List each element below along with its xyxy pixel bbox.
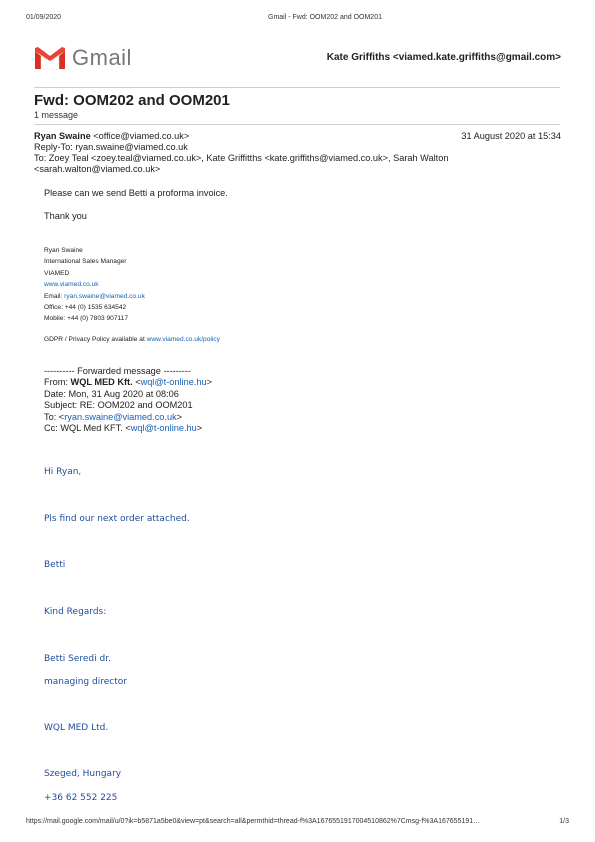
signature-email-link[interactable]: ryan.swaine@viamed.co.uk [64,292,145,300]
forwarded-separator: ---------- Forwarded message --------- [44,366,191,376]
forwarded-cc: Cc: WQL Med KFT. <wql@t-online.hu> [44,423,203,434]
account-label: Kate Griffiths <viamed.kate.griffiths@gmail.com> [326,52,561,63]
forwarded-cc-email[interactable]: wql@t-online.hu [130,423,197,434]
quoted-line-1: Pls find our next order attached. [44,514,190,524]
forwarded-to-label: To: < [44,411,65,422]
to-line-2: <sarah.walton@viamed.co.uk> [34,164,161,174]
forwarded-from-name: WQL MED Kft. [70,377,133,388]
signature-name: Ryan Swaine [44,247,83,254]
forwarded-to-email[interactable]: ryan.swaine@viamed.co.uk [64,411,177,422]
sender-email: <office@viamed.co.uk> [93,131,190,141]
signature [44,245,145,325]
forwarded-block [44,366,212,434]
gmail-logo [34,45,130,71]
gdpr-line [44,334,220,345]
sender-name: Ryan Swaine [34,131,91,141]
quoted-phone: +36 62 552 225 [44,793,118,803]
print-footer-page: 1/3 [559,818,569,825]
body-line-1: Please can we send Betti a proforma invoice. [44,188,228,198]
body-line-2: Thank you [44,211,87,221]
gmail-wordmark: Gmail [72,45,132,70]
reply-to-line: Reply-To: ryan.swaine@viamed.co.uk [34,142,188,152]
gdpr-link[interactable]: www.viamed.co.uk/policy [146,336,220,343]
signature-company: VIAMED [44,269,70,277]
message-date: 31 August 2020 at 15:34 [461,131,561,141]
divider-top [34,87,560,88]
quoted-company: WQL MED Ltd. [44,723,109,733]
forwarded-subject: Subject: RE: OOM202 and OOM201 [44,400,193,411]
quoted-greeting: Hi Ryan, [44,467,82,477]
to-line-1: To: Zoey Teal <zoey.teal@viamed.co.uk>, Kate Griffitths <kate.griffiths@viamed.co.uk>, Sarah Walton [34,153,449,163]
print-footer-url: https://mail.google.com/mail/u/0?ik=b5871a5be0&view=pt&search=all&permthid=thread-f%3A1676551917004510862%7Cmsg-f%3A167655191… [26,818,481,825]
print-title: Gmail - Fwd: OOM202 and OOM201 [268,14,382,21]
forwarded-date: Date: Mon, 31 Aug 2020 at 08:06 [44,388,179,399]
gdpr-label: GDPR / Privacy Policy available at [44,336,147,343]
quoted-city: Szeged, Hungary [44,769,122,779]
print-date: 01/09/2020 [26,14,62,21]
forwarded-from: From: WQL MED Kft. <wql@t-online.hu> [44,377,212,388]
signature-email-row [44,291,145,302]
quoted-regards: Kind Regards: [44,607,107,617]
gmail-m-icon [34,46,66,70]
signature-role: International Sales Manager [44,258,127,266]
quoted-name: Betti [44,560,66,570]
divider-subject [34,124,560,125]
signature-mobile: Mobile: +44 (0) 7803 907117 [44,315,129,323]
sender-line [34,131,189,142]
message-count: 1 message [34,110,79,120]
forwarded-from-label: From: [44,377,71,388]
forwarded-cc-label: Cc: WQL Med KFT. < [44,423,131,434]
signature-website-link[interactable]: www.viamed.co.uk [44,281,99,289]
quoted-signature-title: managing director [44,677,127,687]
thread-subject: Fwd: OOM202 and OOM201 [34,92,230,109]
forwarded-to: To: <ryan.swaine@viamed.co.uk> [44,411,183,422]
forwarded-from-email[interactable]: wql@t-online.hu [140,377,207,388]
quoted-signature-name: Betti Seredi dr. [44,654,111,664]
signature-email-label: Email: [44,292,65,300]
signature-office: Office: +44 (0) 1535 634542 [44,304,127,312]
